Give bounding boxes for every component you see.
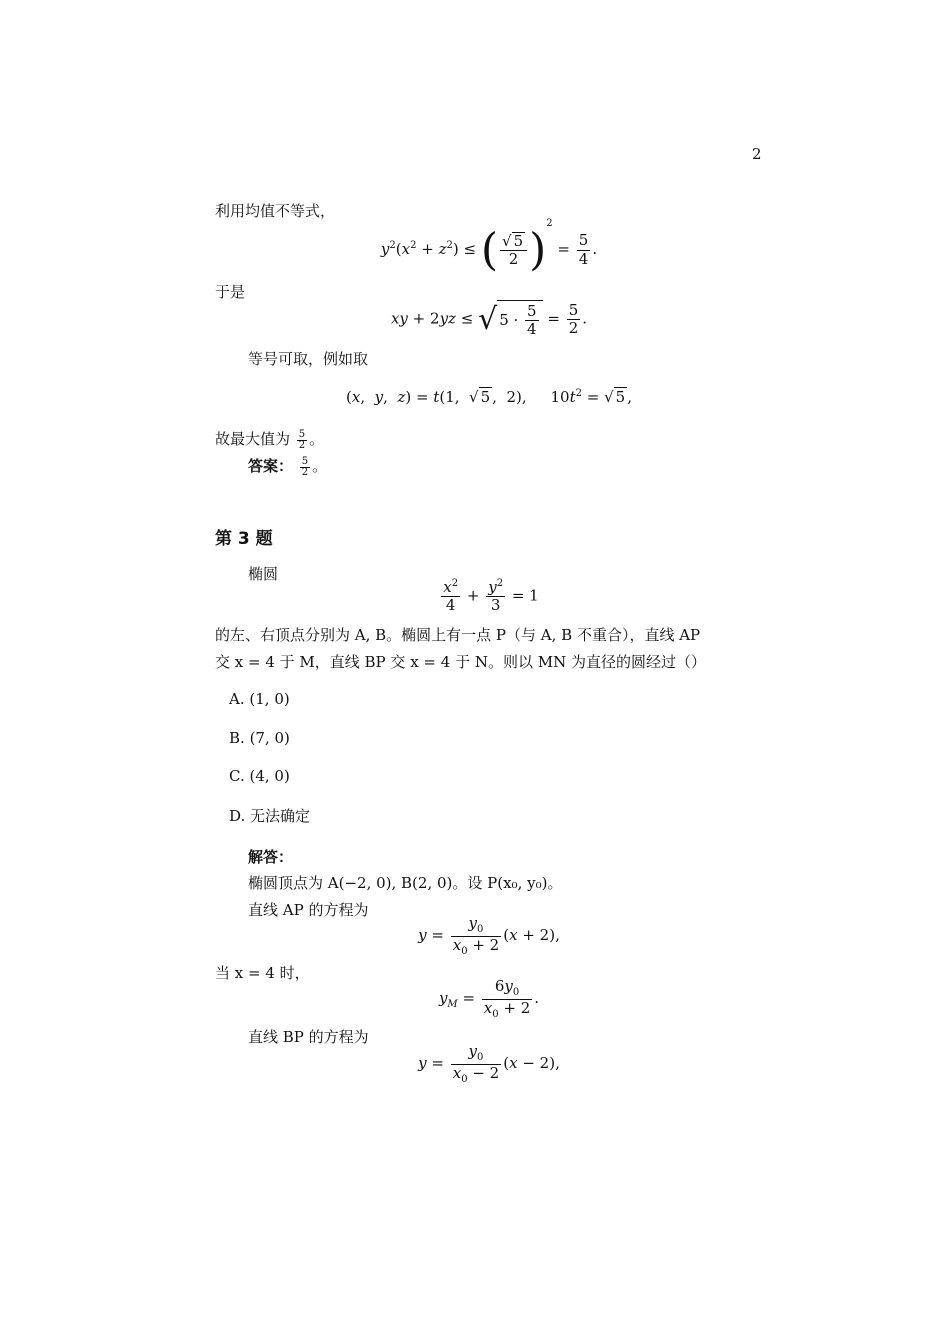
ap-equation: y = $\frac{y_0}{x_0 + 2}$ (x + 2), — [418, 914, 560, 957]
problem-line2: 交 x = 4 于 M，直线 BP 交 x = 4 于 N。则以 MN 为直径的圆经过（） — [215, 653, 706, 671]
option-value: (4, 0) — [249, 767, 290, 785]
option-label: C. — [229, 767, 245, 785]
option-a — [229, 690, 290, 708]
option-value: (1, 0) — [249, 690, 290, 708]
when-x4-text: 当 x = 4 时， — [215, 964, 310, 982]
ym-equation: $y_M$ = $\frac{6y_0}{x_0 + 2}$ . — [438, 977, 540, 1020]
problem-line1: 的左、右顶点分别为 A, B。椭圆上有一点 P（与 A, B 不重合），直线 AP — [215, 626, 701, 644]
option-value: 无法确定 — [250, 807, 311, 825]
ellipse-formula: $\frac{x^2}{4}$ + $\frac{y^2}{3}$ = 1 — [443, 578, 539, 615]
so-text: 于是 — [215, 283, 246, 301]
ap-line-text: 直线 AP 的方程为 — [248, 901, 369, 919]
option-c — [229, 767, 290, 785]
equality-formula: (x, y, z) = t(1, √ 5 , 2), $10t^2$ = √ 5 , — [346, 388, 632, 406]
equality-text: 等号可取，例如取 — [248, 350, 369, 368]
problem-lead: 椭圆 — [248, 565, 279, 583]
option-value: (7, 0) — [249, 729, 290, 747]
option-label: A. — [229, 690, 245, 708]
solution-line1: 椭圆顶点为 A(−2, 0), B(2, 0)。设 P(x₀, y₀)。 — [248, 874, 563, 892]
intro-text: 利用均值不等式， — [215, 202, 336, 220]
answer-line: 答案： $\frac{5}{2}$ 。 — [248, 455, 328, 478]
option-label: B. — [229, 729, 245, 747]
page-number: 2 — [752, 145, 762, 163]
bound-formula: xy + 2yz ≤ √ 5 · $\frac{5}{4}$ = $\frac{5}{2}$ . — [390, 300, 588, 339]
inequality-formula: $y^2(x^2 + z^2)$ ≤ ( $\frac{√ 5}{2}$ )$^2$ = $\frac{5}{4}$ . — [380, 218, 598, 276]
option-b — [229, 729, 290, 747]
period: 。 — [312, 457, 328, 475]
problem-heading: 第 3 题 — [215, 529, 273, 549]
period: 。 — [309, 430, 325, 448]
answer-label: 答案： — [248, 457, 294, 475]
solution-title: 解答： — [248, 848, 294, 866]
conclusion-line: 故最大值为 $\frac{5}{2}$ 。 — [215, 428, 325, 451]
bp-equation: y = $\frac{y_0}{x_0 - 2}$ (x − 2), — [418, 1042, 560, 1085]
bp-line-text: 直线 BP 的方程为 — [248, 1028, 369, 1046]
option-label: D. — [229, 807, 246, 825]
option-d — [229, 805, 310, 826]
conclusion-text: 故最大值为 — [215, 430, 291, 448]
